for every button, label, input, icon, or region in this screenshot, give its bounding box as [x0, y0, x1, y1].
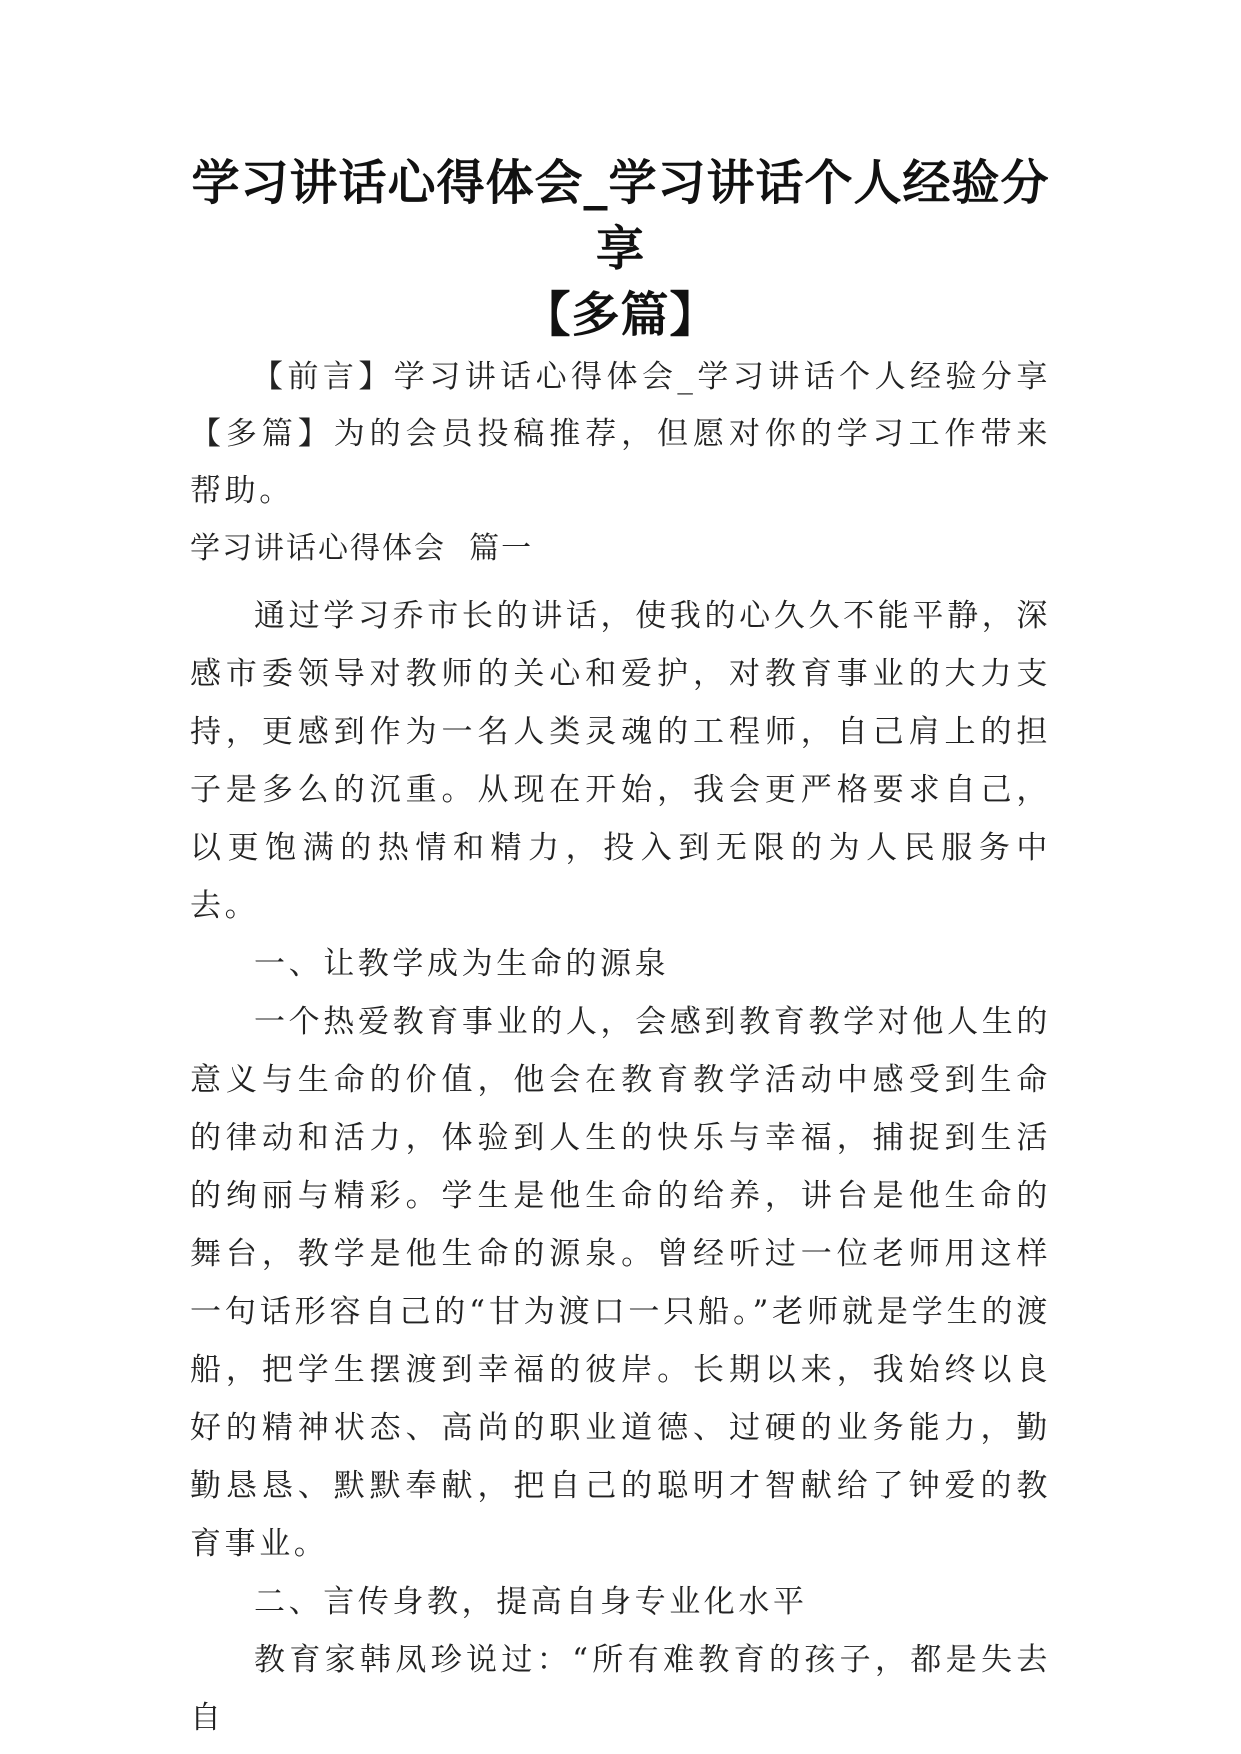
- preface-paragraph: 【前言】学习讲话心得体会_学习讲话个人经验分享【多篇】为的会员投稿推荐，但愿对你的学习工作带来帮助。: [190, 359, 1051, 509]
- document-title: [190, 150, 1051, 348]
- subheading-1: 一、让教学成为生命的源泉: [254, 946, 670, 982]
- body-paragraph: 通过学习乔市长的讲话，使我的心久久不能平静，深感市委领导对教师的关心和爱护，对教育事业的大力支持，更感到作为一名人类灵魂的工程师，自己肩上的担子是多么的沉重。从现在开始，我会更严格要求自己，以更饱满的热情和精力，投入到无限的为人民服务中去。: [190, 598, 1051, 924]
- subheading-2: 二、言传身教，提高自身专业化水平: [254, 1584, 808, 1620]
- title-line-2: 【多篇】: [522, 287, 719, 343]
- section-heading: 学习讲话心得体会 篇一: [190, 531, 534, 566]
- body-paragraph: 教育家韩凤珍说过：“所有难教育的孩子，都是失去自: [190, 1642, 1051, 1736]
- title-line-1: 学习讲话心得体会_学习讲话个人经验分享: [191, 155, 1050, 277]
- preface-block: [190, 349, 1051, 520]
- body-paragraph: 一个热爱教育事业的人，会感到教育教学对他人生的意义与生命的价值，他会在教育教学活动中感受到生命的律动和活力，体验到人生的快乐与幸福，捕捉到生活的绚丽与精彩。学生是他生命的给养，讲台是他生命的舞台，教学是他生命的源泉。曾经听过一位老师用这样一句话形容自己的“甘为渡口一只船。”老师就是学生的渡船，把学生摆渡到幸福的彼岸。长期以来，我始终以良好的精神状态、高尚的职业道德、过硬的业务能力，勤勤恳恳、默默奉献，把自己的聪明才智献给了钟爱的教育事业。: [190, 1004, 1051, 1562]
- article-body: [190, 587, 1051, 1747]
